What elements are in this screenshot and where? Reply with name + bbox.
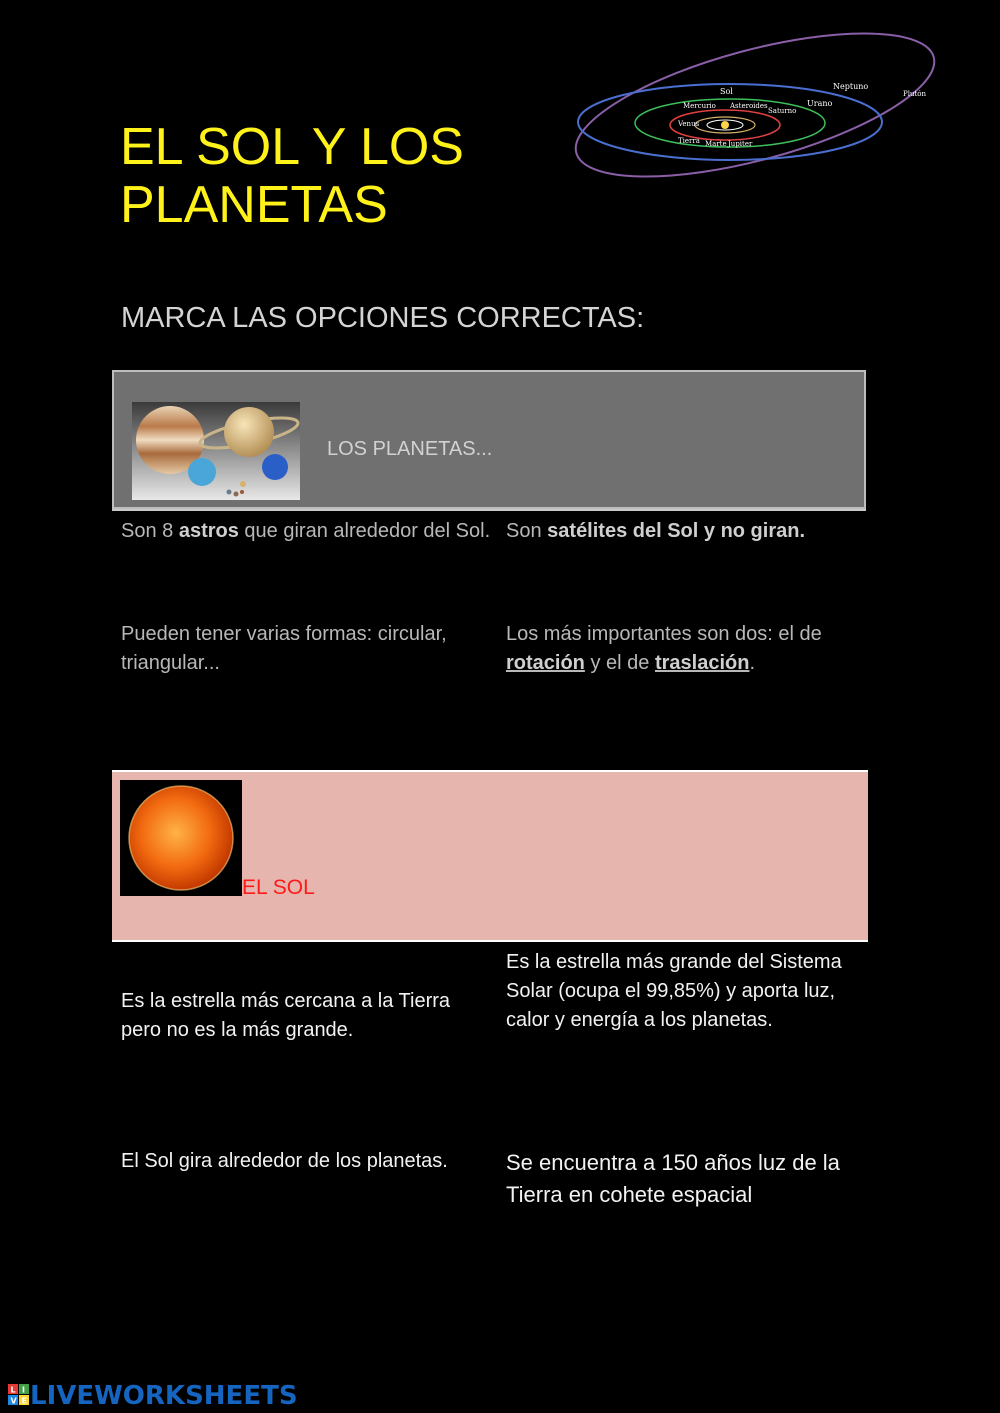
label-sol: Sol bbox=[720, 87, 733, 96]
sun-option-1[interactable]: Es la estrella más cercana a la Tierra pero no es la más grande. bbox=[121, 990, 451, 1041]
label-saturno: Saturno bbox=[768, 107, 797, 115]
svg-text:I: I bbox=[22, 1385, 25, 1395]
sun-option-4[interactable]: Se encuentra a 150 años luz de la Tierra en cohete espacial bbox=[506, 1150, 840, 1207]
neptune-icon bbox=[262, 454, 288, 480]
label-tierra: Tierra bbox=[678, 137, 700, 145]
sun-option-2[interactable]: Es la estrella más grande del Sistema Solar (ocupa el 99,85%) y aporta luz, calor y energía a los planetas. bbox=[506, 951, 842, 1031]
sun-section-header: EL SOL bbox=[242, 876, 315, 899]
sun-option-3[interactable]: El Sol gira alrededor de los planetas. bbox=[121, 1150, 448, 1172]
saturn-icon bbox=[224, 407, 274, 457]
planets-section-header: LOS PLANETAS... bbox=[327, 438, 493, 460]
uranus-icon bbox=[188, 458, 216, 486]
svg-text:V: V bbox=[10, 1396, 17, 1406]
sun-image bbox=[120, 780, 242, 896]
sun-icon bbox=[721, 121, 729, 129]
label-mercurio: Mercurio bbox=[683, 102, 716, 110]
label-pluton: Plutón bbox=[903, 90, 926, 98]
instruction-heading: MARCA LAS OPCIONES CORRECTAS: bbox=[121, 302, 645, 334]
planets-option-4[interactable]: Los más importantes son dos: el de rotación y el de traslación. bbox=[506, 623, 822, 674]
svg-text:L: L bbox=[10, 1385, 16, 1395]
page-title: EL SOL Y LOS PLANETAS bbox=[120, 118, 464, 234]
solar-system-diagram bbox=[570, 15, 950, 195]
planets-option-2[interactable]: Son satélites del Sol y no giran. bbox=[506, 520, 806, 542]
planets-image bbox=[132, 402, 300, 500]
svg-text:E: E bbox=[21, 1396, 27, 1406]
planets-option-3[interactable]: Pueden tener varias formas: circular, triangular... bbox=[121, 623, 447, 674]
planets-header-panel bbox=[112, 370, 866, 509]
liveworksheets-brand[interactable]: LIVEWORKSHEETS bbox=[30, 1381, 298, 1411]
liveworksheets-logo-icon bbox=[8, 1384, 30, 1406]
label-marte: Marte bbox=[705, 140, 727, 148]
sun-header-panel bbox=[112, 770, 868, 942]
label-jupiter: Jupiter bbox=[728, 140, 753, 148]
label-venus: Venus bbox=[678, 120, 700, 128]
divider bbox=[112, 509, 866, 511]
label-urano: Urano bbox=[807, 99, 833, 108]
label-asteroides: Asteroides bbox=[730, 102, 768, 110]
planets-option-1[interactable]: Son 8 astros que giran alrededor del Sol. bbox=[121, 520, 491, 542]
label-neptuno: Neptuno bbox=[833, 82, 869, 91]
